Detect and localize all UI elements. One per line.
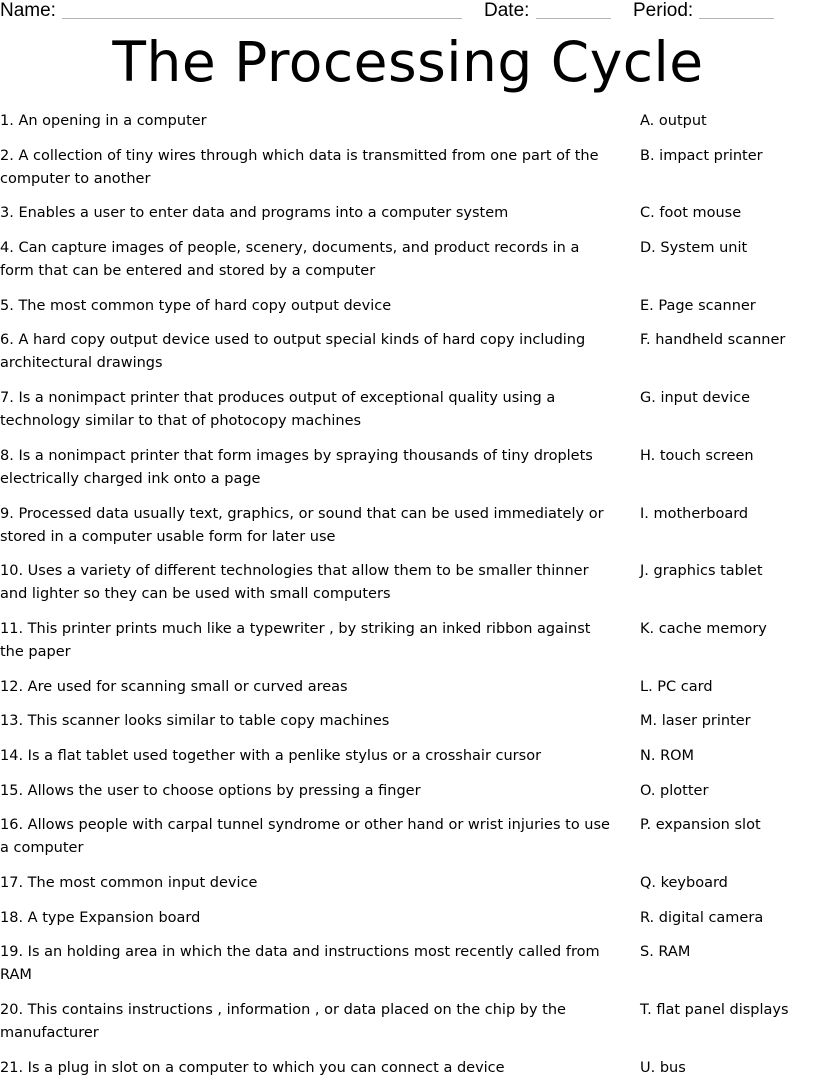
clue-text: 17. The most common input device xyxy=(0,875,258,891)
clue-text: 4. Can capture images of people, scenery, documents, and product records in a form that can be entered and stored by a computer xyxy=(0,240,580,280)
answer-option: R. digital camera xyxy=(640,909,764,926)
clue-text: 11. This printer prints much like a typewriter , by striking an inked ribbon against the paper xyxy=(0,620,591,660)
answer-option: H. touch screen xyxy=(640,447,754,464)
matching-row xyxy=(0,618,816,664)
answer-option: C. foot mouse xyxy=(640,205,742,222)
clue-text: 12. Are used for scanning small or curved areas xyxy=(0,678,348,695)
matching-row xyxy=(0,329,816,375)
answer-option: U. bus xyxy=(640,1059,686,1076)
clue-text: 15. Allows the user to choose options by pressing a finger xyxy=(0,782,421,799)
matching-row xyxy=(0,676,816,699)
answer-option: N. ROM xyxy=(640,747,695,764)
answer-option: A. output xyxy=(640,113,707,129)
clue-text: 13. This scanner looks similar to table copy machines xyxy=(0,713,390,730)
answer-option: D. System unit xyxy=(640,240,748,257)
clue-text: 5. The most common type of hard copy output device xyxy=(0,297,392,314)
matching-row xyxy=(0,780,816,803)
matching-row xyxy=(0,1057,816,1080)
matching-list xyxy=(0,110,816,1091)
answer-option: P. expansion slot xyxy=(640,817,761,834)
clue-text: 16. Allows people with carpal tunnel syndrome or other hand or wrist injuries to use a computer xyxy=(0,817,610,857)
matching-row xyxy=(0,110,816,133)
matching-row xyxy=(0,560,816,606)
period-label: Period: xyxy=(633,0,694,21)
clue-text: 1. An opening in a computer xyxy=(0,113,207,129)
answer-option: I. motherboard xyxy=(640,505,749,522)
clue-text: 10. Uses a variety of different technologies that allow them to be smaller thinner and lighter so they can be used with small computers xyxy=(0,563,589,603)
clue-text: 8. Is a nonimpact printer that form images by spraying thousands of tiny droplets electrically charged ink onto a page xyxy=(0,447,593,487)
clue-text: 3. Enables a user to enter data and programs into a computer system xyxy=(0,205,509,222)
matching-row xyxy=(0,387,816,433)
answer-option: Q. keyboard xyxy=(640,875,728,891)
matching-row xyxy=(0,202,816,225)
matching-row xyxy=(0,503,816,549)
name-label: Name: xyxy=(0,0,56,21)
matching-row xyxy=(0,999,816,1045)
matching-row xyxy=(0,814,816,860)
clue-text: 21. Is a plug in slot on a computer to which you can connect a device xyxy=(0,1059,505,1076)
answer-option: S. RAM xyxy=(640,944,691,961)
matching-row xyxy=(0,445,816,491)
clue-text: 18. A type Expansion board xyxy=(0,909,201,926)
clue-text: 19. Is an holding area in which the data and instructions most recently called from RAM xyxy=(0,944,600,984)
matching-row xyxy=(0,710,816,733)
matching-row xyxy=(0,145,816,191)
answer-option: J. graphics tablet xyxy=(640,563,763,580)
clue-text: 7. Is a nonimpact printer that produces output of exceptional quality using a technology similar to that of photocopy machines xyxy=(0,390,556,430)
answer-option: K. cache memory xyxy=(640,620,767,637)
name-blank xyxy=(62,18,462,19)
worksheet-header xyxy=(0,0,816,24)
matching-row xyxy=(0,237,816,283)
answer-option: B. impact printer xyxy=(640,147,763,164)
clue-text: 20. This contains instructions , information , or data placed on the chip by the manufacturer xyxy=(0,1002,566,1042)
matching-row xyxy=(0,745,816,768)
answer-option: O. plotter xyxy=(640,782,709,799)
answer-option: E. Page scanner xyxy=(640,297,756,314)
period-blank xyxy=(699,18,774,19)
date-label: Date: xyxy=(484,0,530,21)
clue-text: 14. Is a flat tablet used together with a penlike stylus or a crosshair cursor xyxy=(0,747,542,764)
answer-option: M. laser printer xyxy=(640,713,751,730)
matching-row xyxy=(0,941,816,987)
answer-option: T. flat panel displays xyxy=(640,1002,789,1019)
clue-text: 6. A hard copy output device used to output special kinds of hard copy including architectural drawings xyxy=(0,332,586,372)
matching-row xyxy=(0,907,816,930)
date-blank xyxy=(536,18,611,19)
answer-option: F. handheld scanner xyxy=(640,332,786,349)
matching-row xyxy=(0,872,816,895)
clue-text: 2. A collection of tiny wires through which data is transmitted from one part of the computer to another xyxy=(0,147,599,187)
answer-option: G. input device xyxy=(640,390,750,407)
page-title: The Processing Cycle xyxy=(112,30,704,94)
clue-text: 9. Processed data usually text, graphics, or sound that can be used immediately or stored in a computer usable form for later use xyxy=(0,505,604,545)
matching-row xyxy=(0,295,816,318)
answer-option: L. PC card xyxy=(640,678,713,695)
